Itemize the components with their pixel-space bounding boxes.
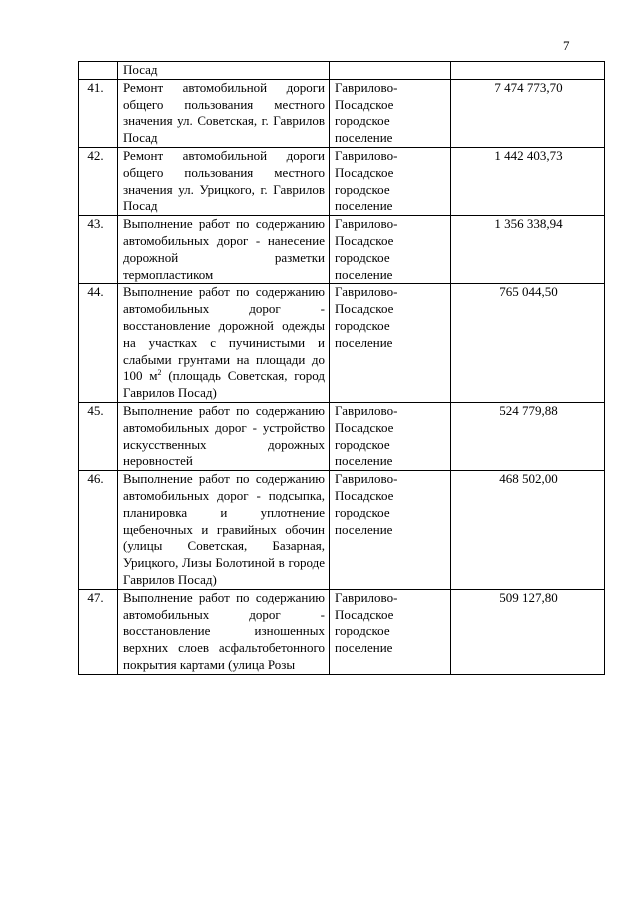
row-description: Посад [123,62,158,77]
row-recipient-cell [330,589,451,674]
row-number: 43. [87,216,104,232]
row-number-cell [79,216,118,284]
row-description: Ремонт автомобильной дороги общего пользования местного значения ул. Урицкого, г. Гаврилов Посад [123,147,325,214]
row-amount-cell [451,147,605,215]
row-amount-cell [451,471,605,590]
row-recipient-cell [330,471,451,590]
row-recipient: Гаврилово-Посадское городское поселение [335,589,398,656]
row-recipient: Гаврилово-Посадское городское поселение [335,284,398,350]
row-number: 41. [87,79,104,95]
row-description: Ремонт автомобильной дороги общего пользования местного значения ул. Советская, г. Гаврилов Посад [123,79,325,146]
table-row [79,147,605,215]
row-description-cell [118,62,330,80]
row-recipient: Гаврилово-Посадское городское поселение [335,216,398,282]
row-amount-cell [451,284,605,403]
row-amount: 468 502,00 [499,471,558,487]
row-recipient-cell [330,402,451,470]
superscript-exponent: 2 [157,368,162,378]
row-recipient-cell [330,147,451,215]
row-number: 45. [87,402,104,418]
row-number: 44. [87,284,104,300]
row-number-cell [79,589,118,674]
row-number-cell [79,471,118,590]
row-description: Выполнение работ по содержанию автомобильных дорог - нанесение дорожной разметки термопластиком [123,216,325,282]
row-recipient: Гаврилово-Посадское городское поселение [335,402,398,469]
row-amount-cell [451,589,605,674]
row-recipient: Гаврилово-Посадское городское поселение [335,147,398,214]
row-number-cell [79,402,118,470]
row-amount: 1 356 338,94 [494,216,563,232]
row-recipient: Гаврилово-Посадское городское поселение [335,471,398,537]
page-number: 7 [563,38,570,53]
table-row [79,79,605,147]
row-number-cell [79,79,118,147]
row-description-text: Выполнение работ по содержанию автомобильных дорог - восстановление дорожной одежды на участках с пучинистыми и слабыми грунтами на площади до 100 м [123,284,325,384]
table-row-continuation [79,62,605,80]
row-description [118,284,329,402]
row-number-cell [79,62,118,80]
row-amount: 1 442 403,73 [494,147,563,163]
row-amount-cell [451,402,605,470]
row-description-cell [118,216,330,284]
row-description-cell [118,471,330,590]
expenditure-table [78,61,605,675]
table-row [79,216,605,284]
row-description-cell [118,589,330,674]
row-amount-cell [451,62,605,80]
table-row [79,284,605,403]
table-row [79,471,605,590]
row-recipient-cell [330,216,451,284]
row-recipient: Гаврилово-Посадское городское поселение [335,79,398,146]
row-number-cell [79,147,118,215]
row-number-cell [79,284,118,403]
row-recipient-cell [330,62,451,80]
row-description-cell [118,79,330,147]
row-number: 42. [87,147,104,163]
row-amount-cell [451,79,605,147]
row-number: 47. [87,589,104,605]
row-recipient-cell [330,284,451,403]
row-recipient-cell [330,79,451,147]
table-row [79,589,605,674]
row-number: 46. [87,471,104,487]
row-description-cell [118,284,330,403]
row-amount: 509 127,80 [499,589,558,605]
row-description-cell [118,147,330,215]
row-amount: 524 779,88 [499,402,558,418]
row-amount-cell [451,216,605,284]
row-amount: 7 474 773,70 [494,79,563,95]
row-description-text: (площадь Советская, город Гаврилов Посад) [123,368,325,401]
table-row [79,402,605,470]
row-description: Выполнение работ по содержанию автомобильных дорог - восстановление изношенных верхних слоев асфальтобетонного покрытия картами (улица Розы [123,589,325,672]
row-description: Выполнение работ по содержанию автомобильных дорог - устройство искусственных дорожных неровностей [123,402,325,469]
row-description: Выполнение работ по содержанию автомобильных дорог - подсыпка, планировка и уплотнение щебеночных и гравийных обочин (улицы Советская, Базарная, Урицкого, Лизы Болотиной в городе Гаврилов Посад) [123,471,325,587]
row-description-cell [118,402,330,470]
row-amount: 765 044,50 [499,284,558,300]
